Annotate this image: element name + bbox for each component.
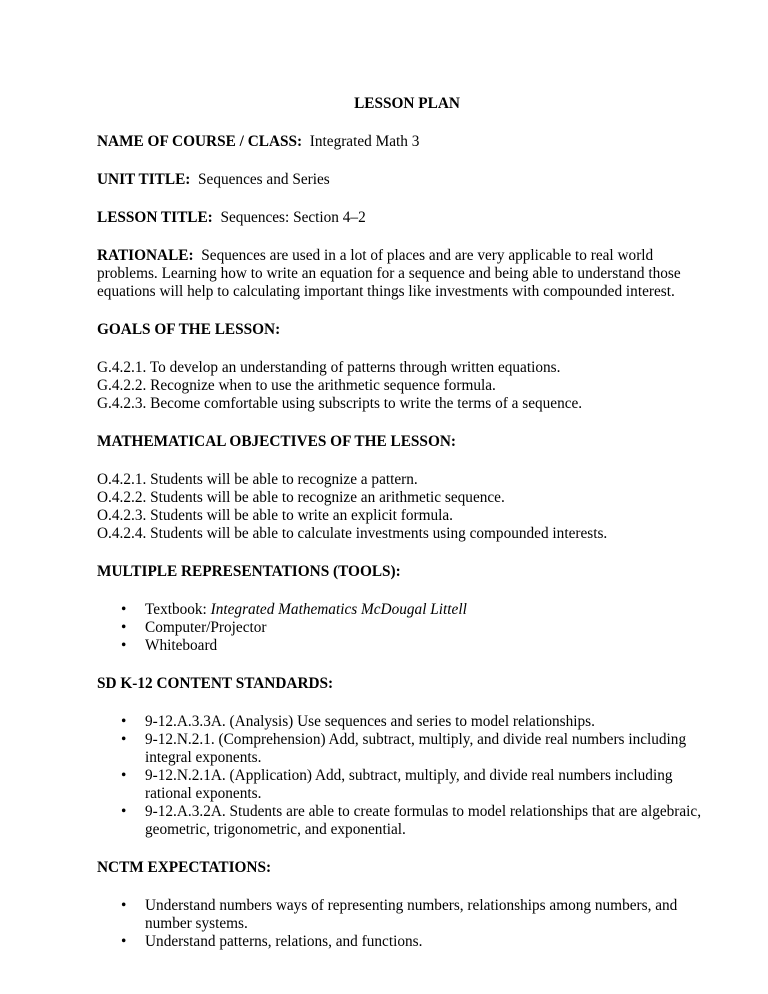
nctm-heading: [97, 859, 717, 877]
unit-value: Sequences and Series: [198, 171, 330, 188]
standards-heading: [97, 675, 717, 693]
textbook-title: Integrated Mathematics McDougal Littell: [210, 601, 467, 618]
goal-item: G.4.2.3. Become comfortable using subscripts to write the terms of a sequence.: [97, 395, 583, 412]
objectives-list: [97, 471, 717, 543]
goals-list: [97, 359, 717, 413]
tool-item: [97, 601, 717, 619]
goal-item: G.4.2.1. To develop an understanding of patterns through written equations.: [97, 359, 561, 376]
goal-item: G.4.2.2. Recognize when to use the arithmetic sequence formula.: [97, 377, 496, 394]
goals-heading: [97, 321, 717, 339]
objective-item: O.4.2.1. Students will be able to recognize a pattern.: [97, 471, 418, 488]
tool-item: • Computer/Projector: [97, 619, 717, 637]
nctm-item: • Understand patterns, relations, and functions.: [97, 933, 717, 951]
objective-item: O.4.2.2. Students will be able to recognize an arithmetic sequence.: [97, 489, 505, 506]
standard-item: • 9-12.A.3.3A. (Analysis) Use sequences and series to model relationships.: [97, 713, 717, 731]
nctm-heading-text: NCTM EXPECTATIONS:: [97, 859, 272, 876]
lesson-line: [97, 209, 717, 227]
standards-heading-text: SD K-12 CONTENT STANDARDS:: [97, 675, 334, 692]
nctm-item: • Understand numbers ways of representing numbers, relationships among numbers, and number systems.: [97, 897, 717, 933]
textbook-prefix: Textbook:: [145, 601, 211, 618]
standard-item: • 9-12.N.2.1A. (Application) Add, subtract, multiply, and divide real numbers including rational exponents.: [97, 767, 717, 803]
tools-list: [97, 601, 717, 655]
course-line: [97, 133, 717, 151]
standards-list: [97, 713, 717, 839]
nctm-list: [97, 897, 717, 951]
standard-item: • 9-12.A.3.2A. Students are able to create formulas to model relationships that are algebraic, geometric, trigonometric, and exponential.: [97, 803, 717, 839]
document-page: [97, 95, 717, 971]
standard-item: • 9-12.N.2.1. (Comprehension) Add, subtract, multiply, and divide real numbers including integral exponents.: [97, 731, 717, 767]
unit-line: [97, 171, 717, 189]
unit-label: UNIT TITLE:: [97, 171, 191, 188]
course-label: NAME OF COURSE / CLASS:: [97, 133, 303, 150]
rationale-label: RATIONALE:: [97, 247, 194, 264]
objective-item: O.4.2.4. Students will be able to calculate investments using compounded interests.: [97, 525, 608, 542]
goals-heading-text: GOALS OF THE LESSON:: [97, 321, 281, 338]
course-value: Integrated Math 3: [309, 133, 420, 150]
objective-item: O.4.2.3. Students will be able to write an explicit formula.: [97, 507, 454, 524]
rationale-text: Sequences are used in a lot of places and are very applicable to real world problems. Learning how to write an equation for a sequence and being able to understand those equations will help to calculating important things like investments with compounded interest.: [97, 247, 681, 300]
lesson-value: Sequences: Section 4–2: [220, 209, 366, 226]
objectives-heading: [97, 433, 717, 451]
tools-heading-text: MULTIPLE REPRESENTATIONS (TOOLS):: [97, 563, 401, 580]
tools-heading: [97, 563, 717, 581]
rationale-paragraph: [97, 247, 717, 301]
tool-item: • Whiteboard: [97, 637, 717, 655]
document-title: LESSON PLAN: [354, 95, 460, 112]
objectives-heading-text: MATHEMATICAL OBJECTIVES OF THE LESSON:: [97, 433, 456, 450]
lesson-label: LESSON TITLE:: [97, 209, 213, 226]
